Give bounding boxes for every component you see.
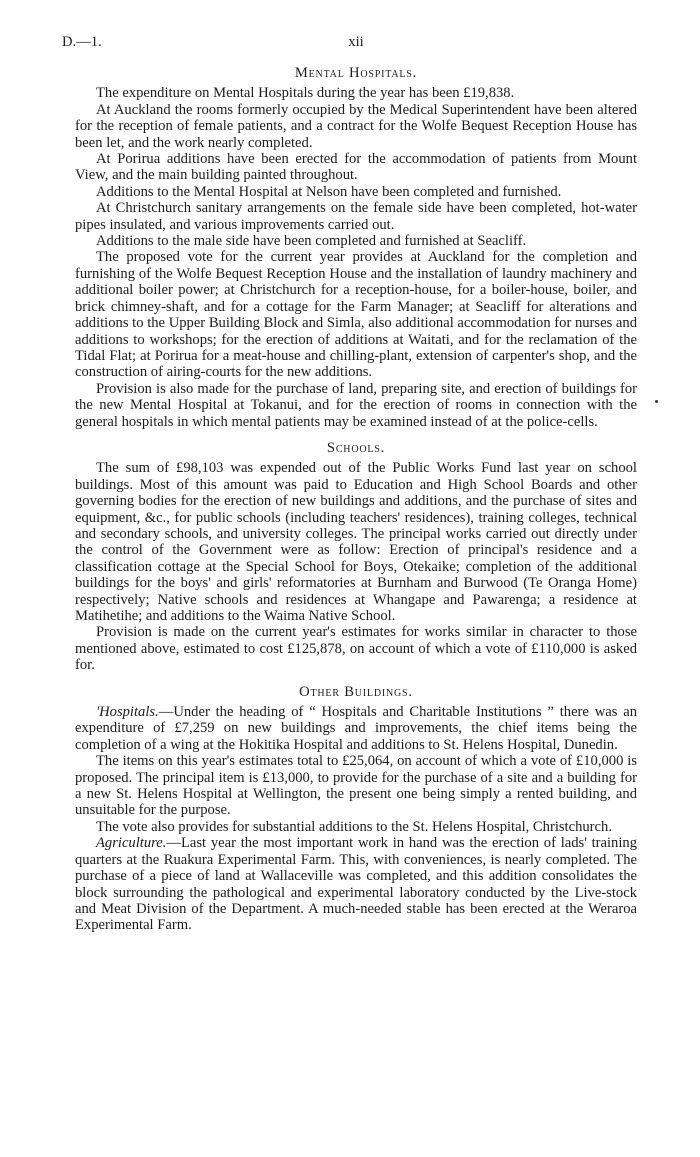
margin-dot bbox=[655, 400, 658, 403]
paragraph: The sum of £98,103 was expended out of the Public Works Fund last year on school buildings. Most of this amount was paid to Education and High School Boards and other governing bodies for the erection of new buildings and additions, and the purchase of sites and equipment, &c., for public schools (including teachers' residences), training colleges, technical and secondary schools, and university colleges. The principal works carried out directly under the control of the Government were as follow: Erection of principal's residence and a classification cottage at the Special School for Boys, Otekaike; completion of the additional buildings for the boys' and girls' reformatories at Burnham and Burwood (Te Oranga Home) respectively; Native schools and residences at Whangape and Pawarenga; a residence at Matihetihe; and additions to the Waima Native School. bbox=[75, 460, 637, 624]
document-reference: D.—1. bbox=[62, 34, 102, 50]
document-page bbox=[62, 34, 637, 934]
section-heading: Other Buildings. bbox=[299, 683, 413, 700]
paragraph-hospitals bbox=[75, 704, 637, 753]
running-head bbox=[62, 34, 637, 54]
paragraph-lead: Agriculture. bbox=[96, 835, 167, 852]
section-schools bbox=[75, 440, 637, 674]
section-gap bbox=[75, 674, 637, 684]
paragraph: Provision is also made for the purchase of land, preparing site, and erection of buildings for the new Mental Hospital at Tokanui, and for the erection of rooms in connection with the general hospitals in which mental patients may be examined instead of at the police-cells. bbox=[75, 380, 637, 430]
paragraph-lead: 'Hospitals. bbox=[96, 704, 159, 721]
paragraph: The items on this year's estimates total to £25,064, on account of which a vote of £10,000 is proposed. The principal item is £13,000, to provide for the purchase of a site and a building for a new St. Helens Hospital at Wellington, the present one being simply a rented building, and unsuitable for the purpose. bbox=[75, 753, 637, 819]
paragraph-text: —Under the heading of “ Hospitals and Charitable Institutions ” there was an expenditure of £7,259 on new buildings and improvements, the chief items being the completion of a wing at the Hokitika Hospital and additions to St. Helens Hospital, Dunedin. bbox=[75, 704, 637, 753]
paragraph: Provision is made on the current year's estimates for works similar in character to those mentioned above, estimated to cost £125,878, on account of which a vote of £110,000 is asked for. bbox=[75, 624, 637, 674]
paragraph: At Christchurch sanitary arrangements on the female side have been completed, hot-water pipes insulated, and various improvements carried out. bbox=[75, 200, 637, 233]
paragraph: The expenditure on Mental Hospitals during the year has been £19,838. bbox=[96, 85, 515, 102]
paragraph: The vote also provides for substantial additions to the St. Helens Hospital, Christchurch. bbox=[96, 818, 612, 835]
paragraph-agriculture bbox=[75, 835, 637, 933]
page-number: xii bbox=[348, 34, 364, 50]
paragraph-text: —Last year the most important work in hand was the erection of lads' training quarters at the Ruakura Experimental Farm. This, with conveniences, is nearly completed. The purchase of a piece of land at Wallaceville was completed, and this addition consolidates the block surrounding the pathological and experimental laboratory conducted by the Live-stock and Meat Division of the Department. A much-needed stable has been erected at the Weraroa Experimental Farm. bbox=[75, 835, 637, 934]
paragraph: At Auckland the rooms formerly occupied by the Medical Superintendent have been altered for the reception of female patients, and a contract for the Wolfe Bequest Reception House has been let, and the work nearly completed. bbox=[75, 101, 637, 151]
section-heading: Schools. bbox=[326, 439, 386, 456]
paragraph: The proposed vote for the current year provides at Auckland for the completion and furnishing of the Wolfe Bequest Reception House and the installation of laundry machinery and additional boiler power; at Christchurch for a reception-house, for a boiler-house, boiler, and brick chimney-shaft, and for a cottage for the Farm Manager; at Seacliff for alterations and additions to the Upper Building Block and Simla, also additional accommodation for nurses and additions to workshops; for the erection of additions at Waitati, and for the reclamation of the Tidal Flat; at Porirua for a meat-house and chilling-plant, extension of carpenter's shop, and the construction of airing-courts for the new additions. bbox=[75, 249, 637, 381]
paragraph: At Porirua additions have been erected for the accommodation of patients from Mount View, and the main building painted throughout. bbox=[75, 151, 637, 184]
section-heading: Mental Hospitals. bbox=[294, 65, 418, 81]
paragraph: Additions to the male side have been completed and furnished at Seacliff. bbox=[96, 233, 527, 250]
section-mental-hospitals bbox=[75, 65, 637, 430]
section-other-buildings bbox=[75, 684, 637, 934]
section-gap bbox=[75, 430, 637, 440]
paragraph: Additions to the Mental Hospital at Nelson have been completed and furnished. bbox=[96, 183, 562, 200]
